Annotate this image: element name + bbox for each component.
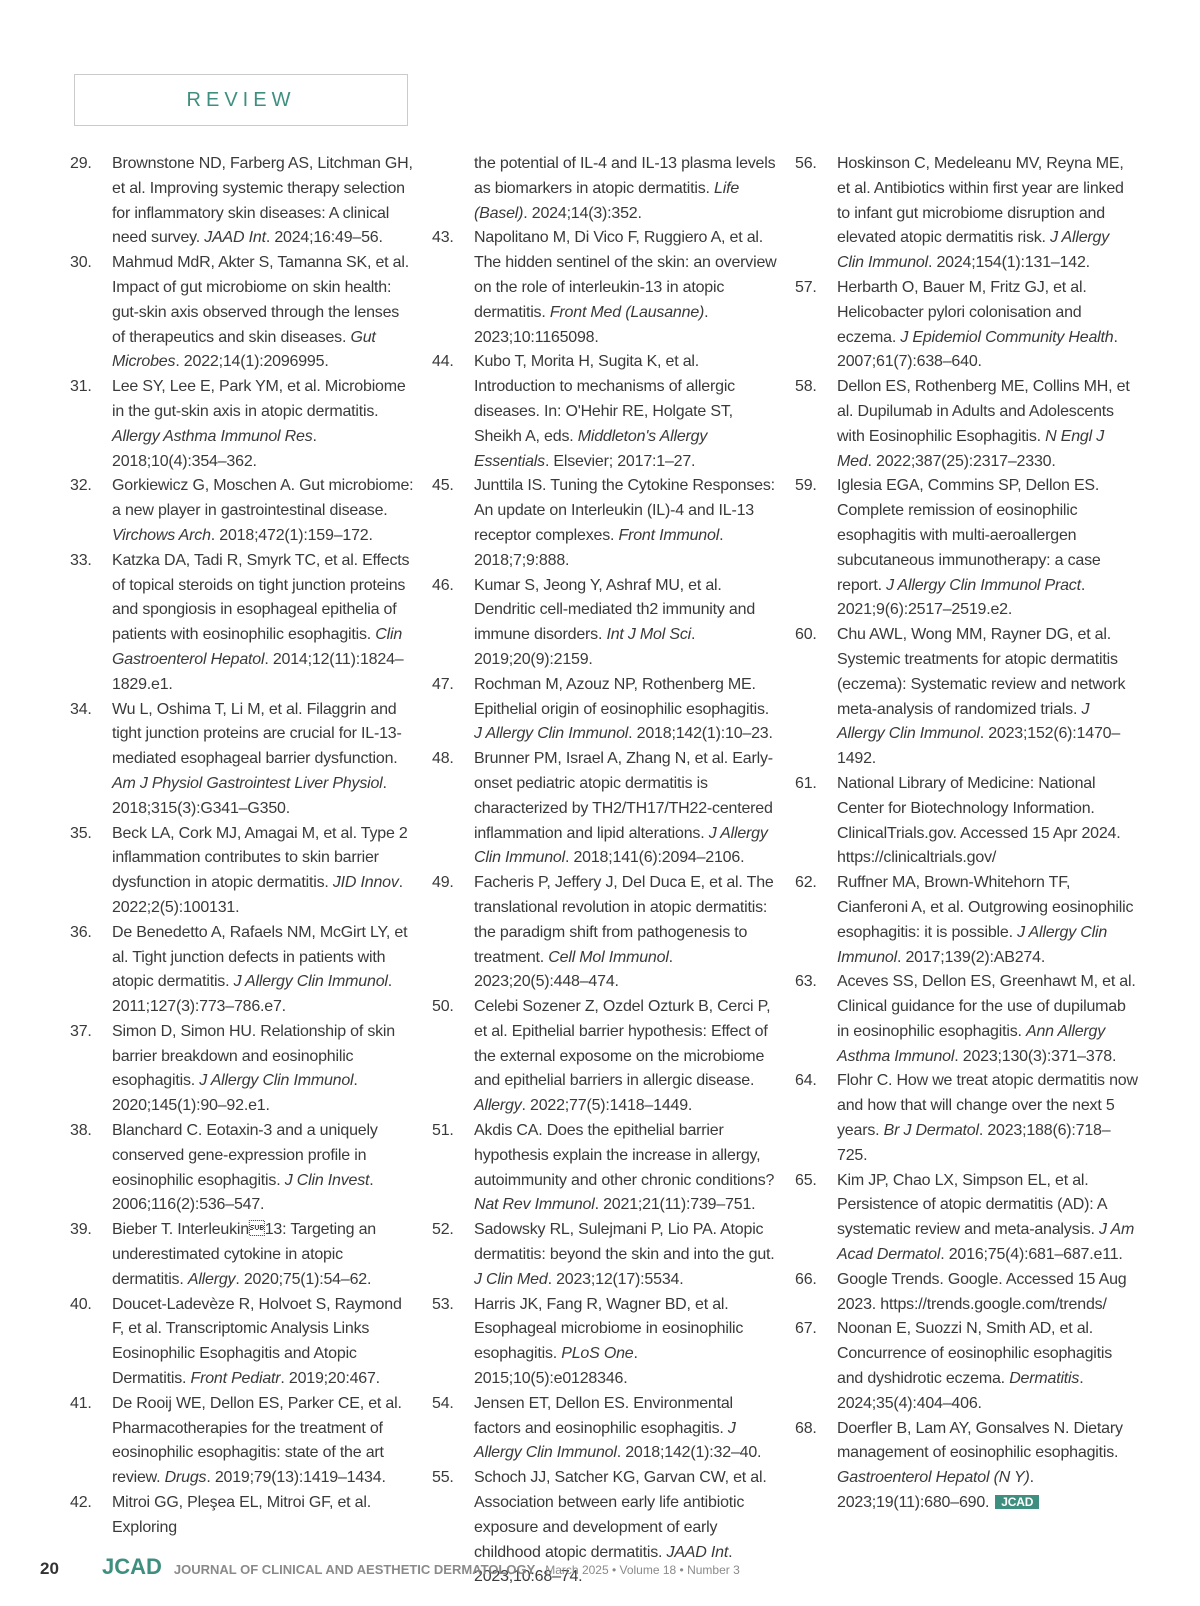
- reference-item: [70, 822, 415, 921]
- reference-text: Kim JP, Chao LX, Simpson EL, et al. Persistence of atopic dermatitis (AD): A systematic review and meta-analysis. J Am Acad Dermatol. 2016;75(4):681–687.e11.: [837, 1171, 1135, 1264]
- reference-journal: JAAD Int: [666, 1543, 729, 1561]
- reference-text: Google Trends. Google. Accessed 15 Aug 2023. https://trends.google.com/trends/: [837, 1270, 1127, 1313]
- reference-number: 30.: [70, 254, 92, 272]
- reference-number: 53.: [432, 1295, 454, 1313]
- reference-number: 57.: [795, 278, 817, 296]
- reference-text: Flohr C. How we treat atopic dermatitis now and how that will change over the next 5 years. Br J Dermatol. 2023;188(6):718–725.: [837, 1072, 1138, 1164]
- reference-text: Beck LA, Cork MJ, Amagai M, et al. Type 2 inflammation contributes to skin barrier dysfunction in atopic dermatitis. JID Innov. 2022;2(5):100131.: [112, 824, 408, 916]
- reference-item: [795, 772, 1140, 871]
- reference-number: 36.: [70, 923, 92, 941]
- reference-journal: N Engl J Med: [837, 427, 1105, 470]
- reference-text: De Benedetto A, Rafaels NM, McGirt LY, et al. Tight junction defects in patients with atopic dermatitis. J Allergy Clin Immunol. 2011;127(3):773–786.e7.: [112, 923, 408, 1016]
- reference-number: 42.: [70, 1494, 92, 1512]
- reference-number: 48.: [432, 750, 454, 768]
- reference-item: [795, 871, 1140, 970]
- reference-item: [795, 276, 1140, 375]
- reference-item: [432, 474, 777, 573]
- reference-number: 45.: [432, 477, 454, 495]
- reference-item: [795, 1317, 1140, 1416]
- journal-logo: JCAD: [102, 1554, 162, 1579]
- reference-text: Harris JK, Fang R, Wagner BD, et al. Esophageal microbiome in eosinophilic esophagitis. PLoS One. 2015;10(5):e0128346.: [474, 1295, 744, 1388]
- reference-journal: Front Pediatr: [190, 1370, 281, 1388]
- reference-item: [432, 1392, 777, 1466]
- reference-item: [432, 1293, 777, 1392]
- reference-item: [70, 1491, 415, 1541]
- reference-number: 39.: [70, 1221, 92, 1239]
- reference-text: Mahmud MdR, Akter S, Tamanna SK, et al. Impact of gut microbiome on skin health: gut-skin axis observed through the lenses of therapeutics and skin diseases. Gut Microbes. 2022;14(1):2096995.: [112, 254, 409, 371]
- reference-text: Celebi Sozener Z, Ozdel Ozturk B, Cerci P, et al. Epithelial barrier hypothesis: Effect of the external exposome on the microbiome and epithelial barriers in allergic disease. Allergy. 2022;77(5):1418–1449.: [474, 998, 771, 1115]
- reference-number: 56.: [795, 155, 817, 172]
- reference-number: 50.: [432, 998, 454, 1016]
- reference-text: Brownstone ND, Farberg AS, Litchman GH, et al. Improving systemic therapy selection for inflammatory skin diseases: A clinical need survey. JAAD Int. 2024;16:49–56.: [112, 155, 413, 247]
- reference-journal: Dermatitis: [1009, 1370, 1080, 1388]
- section-label: REVIEW: [186, 88, 296, 111]
- reference-text: Iglesia EGA, Commins SP, Dellon ES. Complete remission of eosinophilic esophagitis with multi-aeroallergen subcutaneous immunotherapy: a case report. J Allergy Clin Immunol Pract. 2021;9(6):2517–2519.e2.: [837, 477, 1101, 619]
- reference-journal: Front Med (Lausanne): [549, 303, 705, 321]
- reference-journal: Nat Rev Immunol: [474, 1196, 595, 1214]
- reference-item: [432, 574, 777, 673]
- reference-item: [70, 1392, 415, 1491]
- page-footer: [40, 1554, 740, 1580]
- reference-journal: J Am Acad Dermatol: [837, 1221, 1135, 1264]
- reference-text: Doucet-Ladevèze R, Holvoet S, Raymond F, et al. Transcriptomic Analysis Links Eosinophilic Esophagitis and Atopic Dermatitis. Front Pediatr. 2019;20:467.: [112, 1295, 402, 1388]
- reference-text: Lee SY, Lee E, Park YM, et al. Microbiome in the gut-skin axis in atopic dermatitis. Allergy Asthma Immunol Res. 2018;10(4):354–362.: [112, 378, 406, 470]
- reference-journal: J Clin Invest: [284, 1171, 370, 1189]
- reference-column-3: [795, 152, 1140, 1516]
- reference-item: [795, 1069, 1140, 1168]
- issue-info: March 2025 • Volume 18 • Number 3: [545, 1563, 740, 1577]
- reference-number: 34.: [70, 700, 92, 718]
- reference-item: [70, 549, 415, 698]
- reference-item: [432, 350, 777, 474]
- reference-text: Herbarth O, Bauer M, Fritz GJ, et al. Helicobacter pylori colonisation and eczema. J Epidemiol Community Health. 2007;61(7):638–640.: [837, 278, 1118, 371]
- reference-text: Kumar S, Jeong Y, Ashraf MU, et al. Dendritic cell-mediated th2 immunity and immune disorders. Int J Mol Sci. 2019;20(9):2159.: [474, 576, 756, 668]
- reference-text: Brunner PM, Israel A, Zhang N, et al. Early-onset pediatric atopic dermatitis is characterized by TH2/TH17/TH22-centered inflammation and lipid alterations. J Allergy Clin Immunol. 2018;141(6):2094–2106.: [474, 750, 773, 867]
- reference-item: [432, 673, 777, 747]
- reference-column-2: [432, 152, 777, 1590]
- reference-item: [795, 1268, 1140, 1318]
- reference-item: [70, 921, 415, 1020]
- reference-text: Doerfler B, Lam AY, Gonsalves N. Dietary management of eosinophilic esophagitis. Gastroenterol Hepatol (N Y). 2023;19(11):680–690. JCAD: [837, 1419, 1123, 1512]
- reference-item: [432, 995, 777, 1119]
- reference-number: 49.: [432, 874, 454, 892]
- reference-journal: J Allergy Clin Immunol Pract: [886, 576, 1081, 594]
- reference-text: Kubo T, Morita H, Sugita K, et al. Introduction to mechanisms of allergic diseases. In: O'Hehir RE, Holgate ST, Sheikh A, eds. Middleton's Allergy Essentials. Elsevier; 2017:1–27.: [474, 353, 735, 470]
- reference-number: 62.: [795, 874, 817, 892]
- reference-item: [795, 1169, 1140, 1268]
- reference-number: 37.: [70, 1022, 92, 1040]
- reference-journal: J Epidemiol Community Health: [900, 328, 1114, 346]
- end-badge: JCAD: [995, 1495, 1039, 1509]
- reference-number: 63.: [795, 973, 817, 991]
- reference-journal: Cell Mol Immunol: [548, 948, 669, 966]
- reference-journal: J Allergy Clin Immunol: [199, 1072, 354, 1090]
- reference-journal: Int J Mol Sci: [606, 626, 691, 644]
- reference-journal: Gastroenterol Hepatol (N Y): [837, 1469, 1030, 1487]
- reference-number: 54.: [432, 1394, 454, 1412]
- reference-item: [432, 747, 777, 871]
- reference-text: National Library of Medicine: National Center for Biotechnology Information. ClinicalTrials.gov. Accessed 15 Apr 2024. https://clinicaltrials.gov/: [837, 774, 1121, 867]
- reference-journal: Am J Physiol Gastrointest Liver Physiol: [112, 774, 383, 792]
- section-label-box: [74, 74, 408, 126]
- reference-number: 66.: [795, 1270, 817, 1288]
- reference-text: Mitroi GG, Pleşea EL, Mitroi GF, et al. Exploring: [112, 1494, 371, 1536]
- reference-item: [432, 871, 777, 995]
- reference-text: Sadowsky RL, Sulejmani P, Lio PA. Atopic dermatitis: beyond the skin and into the gut. J Clin Med. 2023;12(17):5534.: [474, 1221, 775, 1288]
- reference-number: 60.: [795, 626, 817, 644]
- reference-text: Bieber T. Interleukin13: Targeting an underestimated cytokine in atopic dermatitis. Allergy. 2020;75(1):54–62.: [112, 1221, 376, 1288]
- reference-text: Jensen ET, Dellon ES. Environmental factors and eosinophilic esophagitis. J Allergy Clin Immunol. 2018;142(1):32–40.: [474, 1394, 762, 1462]
- reference-number: 40.: [70, 1295, 92, 1313]
- reference-item: [432, 1218, 777, 1292]
- reference-text: Rochman M, Azouz NP, Rothenberg ME. Epithelial origin of eosinophilic esophagitis. J Allergy Clin Immunol. 2018;142(1):10–23.: [474, 675, 773, 743]
- reference-item: [70, 251, 415, 375]
- reference-text: Blanchard C. Eotaxin-3 and a uniquely conserved gene-expression profile in eosinophilic esophagitis. J Clin Invest. 2006;116(2):536–547.: [112, 1122, 378, 1214]
- reference-text: Simon D, Simon HU. Relationship of skin barrier breakdown and eosinophilic esophagitis. J Allergy Clin Immunol. 2020;145(1):90–92.e1.: [112, 1022, 395, 1115]
- reference-text: Akdis CA. Does the epithelial barrier hypothesis explain the increase in allergy, autoimmunity and other chronic conditions? Nat Rev Immunol. 2021;21(11):739–751.: [474, 1122, 775, 1214]
- reference-number: 59.: [795, 477, 817, 495]
- reference-journal: J Clin Med: [474, 1270, 548, 1288]
- reference-item: [70, 1293, 415, 1392]
- reference-item: [432, 1119, 777, 1218]
- reference-journal: Br J Dermatol: [883, 1122, 979, 1140]
- reference-number: 41.: [70, 1394, 92, 1412]
- reference-number: 68.: [795, 1419, 817, 1437]
- reference-number: 65.: [795, 1171, 817, 1189]
- reference-journal: J Allergy Clin Immunol: [837, 229, 1110, 272]
- reference-journal: J Allergy Clin Immunol: [474, 1419, 736, 1462]
- reference-journal: J Allergy Clin Immunol: [837, 700, 1090, 743]
- reference-number: 44.: [432, 353, 454, 371]
- reference-journal: Virchows Arch: [112, 526, 211, 544]
- reference-number: 46.: [432, 576, 454, 594]
- reference-item: [795, 623, 1140, 772]
- reference-number: 35.: [70, 824, 92, 842]
- reference-number: 33.: [70, 551, 92, 569]
- reference-journal: Allergy: [474, 1097, 522, 1115]
- reference-text: Katzka DA, Tadi R, Smyrk TC, et al. Effects of topical steroids on tight junction proteins and spongiosis in esophageal epithelia of patients with eosinophilic esophagitis. Clin Gastroenterol Hepatol. 2014;12(11):1824–1829.e1.: [112, 551, 410, 693]
- reference-item: [795, 152, 1140, 276]
- reference-number: 55.: [432, 1469, 454, 1487]
- reference-number: 32.: [70, 477, 92, 495]
- reference-text: Facheris P, Jeffery J, Del Duca E, et al. The translational revolution in atopic dermatitis: the paradigm shift from pathogenesis to treatment. Cell Mol Immunol. 2023;20(5):448–474.: [474, 874, 774, 991]
- reference-journal: JAAD Int: [204, 229, 266, 247]
- journal-name: JOURNAL OF CLINICAL AND AESTHETIC DERMATOLOGY: [173, 1562, 536, 1577]
- reference-text: Dellon ES, Rothenberg ME, Collins MH, et al. Dupilumab in Adults and Adolescents with Eosinophilic Esophagitis. N Engl J Med. 2022;387(25):2317–2330.: [837, 378, 1130, 470]
- reference-journal: J Allergy Clin Immunol: [474, 824, 768, 867]
- reference-item: [70, 1119, 415, 1218]
- reference-journal: J Allergy Clin Immunol: [474, 725, 629, 743]
- reference-item: [70, 1218, 415, 1292]
- reference-continuation: the potential of IL-4 and IL-13 plasma levels as biomarkers in atopic dermatitis. Life (Basel). 2024;14(3):352.: [474, 155, 776, 222]
- reference-text: Ruffner MA, Brown-Whitehorn TF, Cianferoni A, et al. Outgrowing eosinophilic esophagitis: it is possible. J Allergy Clin Immunol. 2017;139(2):AB274.: [837, 874, 1134, 966]
- reference-journal: PLoS One: [561, 1345, 634, 1363]
- reference-text: Wu L, Oshima T, Li M, et al. Filaggrin and tight junction proteins are crucial for IL-13-mediated esophageal barrier dysfunction. Am J Physiol Gastrointest Liver Physiol. 2018;315(3):G341–G350.: [112, 700, 402, 817]
- reference-number: 52.: [432, 1221, 454, 1239]
- reference-item: [795, 474, 1140, 623]
- reference-item: [795, 1417, 1140, 1516]
- reference-text: De Rooij WE, Dellon ES, Parker CE, et al. Pharmacotherapies for the treatment of eosinophilic esophagitis: state of the art review. Drugs. 2019;79(13):1419–1434.: [112, 1394, 402, 1487]
- reference-item: [432, 226, 777, 350]
- reference-text: Hoskinson C, Medeleanu MV, Reyna ME, et al. Antibiotics within first year are linked to infant gut microbiome disruption and elevated atopic dermatitis risk. J Allergy Clin Immunol. 2024;154(1):131–142.: [837, 155, 1124, 272]
- reference-item: [70, 474, 415, 548]
- reference-text: Junttila IS. Tuning the Cytokine Responses: An update on Interleukin (IL)-4 and IL-13 receptor complexes. Front Immunol. 2018;7;9:888.: [474, 477, 775, 569]
- reference-column-1: [70, 152, 415, 1541]
- reference-text: Chu AWL, Wong MM, Rayner DG, et al. Systemic treatments for atopic dermatitis (eczema): Systematic review and network meta-analysis of randomized trials. J Allergy Clin Immunol. 2023;152(6):1470–1492.: [837, 626, 1126, 768]
- reference-number: 29.: [70, 155, 92, 172]
- reference-item: [795, 375, 1140, 474]
- reference-number: 64.: [795, 1072, 817, 1090]
- reference-item: [795, 970, 1140, 1069]
- reference-number: 67.: [795, 1320, 817, 1338]
- reference-number: 31.: [70, 378, 92, 396]
- reference-item: [70, 698, 415, 822]
- reference-number: 43.: [432, 229, 454, 247]
- reference-journal: Front Immunol: [618, 526, 720, 544]
- reference-number: 47.: [432, 675, 454, 693]
- reference-journal: Clin Gastroenterol Hepatol: [112, 626, 403, 668]
- reference-text: Aceves SS, Dellon ES, Greenhawt M, et al. Clinical guidance for the use of dupilumab in eosinophilic esophagitis. Ann Allergy Asthma Immunol. 2023;130(3):371–378.: [837, 973, 1136, 1065]
- reference-journal: Allergy Asthma Immunol Res: [112, 427, 313, 445]
- reference-number: 51.: [432, 1122, 454, 1140]
- page-number: 20: [40, 1559, 59, 1578]
- reference-journal: J Allergy Clin Immunol: [837, 923, 1108, 966]
- reference-journal: Allergy: [187, 1270, 236, 1288]
- reference-number: 61.: [795, 774, 817, 792]
- reference-journal: Middleton's Allergy Essentials: [474, 427, 708, 470]
- reference-item: [70, 1020, 415, 1119]
- reference-journal: Gut Microbes: [112, 328, 376, 371]
- reference-journal: JID Innov: [332, 874, 399, 892]
- reference-number: 58.: [795, 378, 817, 396]
- reference-journal: Drugs: [164, 1469, 207, 1487]
- reference-item: [70, 152, 415, 251]
- reference-item: [70, 375, 415, 474]
- reference-text: Schoch JJ, Satcher KG, Garvan CW, et al. Association between early life antibiotic exposure and development of early childhood atopic dermatitis. JAAD Int. 2023;10:68–74.: [474, 1469, 767, 1586]
- reference-journal: Ann Allergy Asthma Immunol: [837, 1022, 1106, 1065]
- reference-journal: J Allergy Clin Immunol: [233, 973, 388, 991]
- reference-number: 38.: [70, 1122, 92, 1140]
- reference-text: Noonan E, Suozzi N, Smith AD, et al. Concurrence of eosinophilic esophagitis and dyshidrotic eczema. Dermatitis. 2024;35(4):404–406.: [837, 1320, 1113, 1412]
- reference-text: Napolitano M, Di Vico F, Ruggiero A, et al. The hidden sentinel of the skin: an overview on the role of interleukin-13 in atopic dermatitis. Front Med (Lausanne). 2023;10:1165098.: [474, 229, 777, 346]
- reference-text: Gorkiewicz G, Moschen A. Gut microbiome: a new player in gastrointestinal disease. Virchows Arch. 2018;472(1):159–172.: [112, 477, 414, 544]
